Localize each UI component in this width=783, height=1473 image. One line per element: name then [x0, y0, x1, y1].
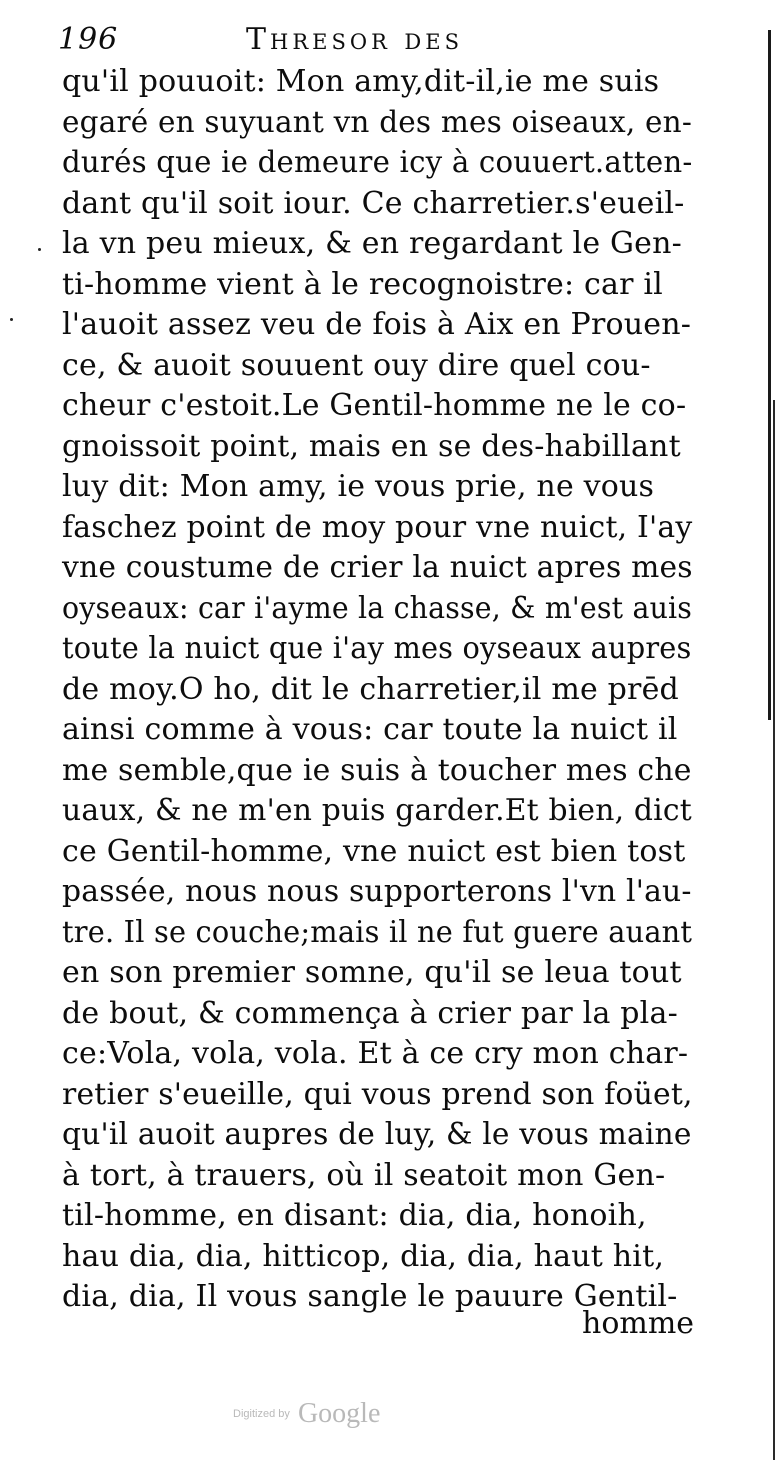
text-line: ainsi comme à vous: car toute la nuict il	[62, 712, 678, 747]
text-line: oyseaux: car i'ayme la chasse, & m'est auis	[62, 590, 693, 626]
running-title: Thresor des	[246, 22, 463, 57]
scan-speck	[10, 318, 13, 321]
text-line: dant qu'il soit iour. Ce charretier.s'eueil-	[62, 185, 685, 221]
text-line: tre. Il se couche;mais il ne fut guere auant	[62, 914, 693, 950]
watermark-brand: Google	[297, 1398, 381, 1429]
text-line: gnoissoit point, mais en se des-habillant	[62, 428, 681, 464]
text-line: faschez point de moy pour vne nuict, I'ay	[62, 509, 693, 545]
scan-edge-shadow	[768, 30, 771, 720]
text-line: qu'il auoit aupres de luy, & le vous maine	[62, 1117, 692, 1152]
text-line: me semble,que ie suis à toucher mes che	[62, 752, 692, 788]
page-number: 196	[58, 22, 119, 57]
text-line: retier s'eueille, qui vous prend son foüet,	[62, 1076, 693, 1112]
text-line: dia, dia, Il vous sangle le pauure Gentil-	[62, 1279, 678, 1314]
digitization-watermark	[233, 1398, 380, 1430]
text-line: l'auoit assez veu de fois à Aix en Prouen-	[62, 307, 692, 342]
catchword: homme	[582, 1306, 695, 1341]
text-line: à tort, à trauers, où il seatoit mon Gen-	[62, 1157, 666, 1193]
text-line: toute la nuict que i'ay mes oyseaux aupres	[62, 631, 692, 666]
text-line: ce, & auoit souuent ouy dire quel cou-	[62, 347, 651, 383]
text-line: til-homme, en disant: dia, dia, honoih,	[62, 1198, 647, 1233]
text-line: ce:Vola, vola, vola. Et à ce cry mon char-	[62, 1036, 689, 1071]
text-line: cheur c'estoit.Le Gentil-homme ne le co-	[62, 388, 687, 423]
text-line: ti-homme vient à le recognoistre: car il	[62, 266, 663, 302]
body-text	[62, 62, 692, 1318]
scan-edge-line	[773, 400, 775, 1460]
text-line: egaré en suyuant vn des mes oiseaux, en-	[62, 104, 693, 140]
text-line: vne coustume de crier la nuict apres mes	[62, 550, 693, 585]
text-line: de moy.O ho, dit le charretier,il me prēd	[62, 671, 679, 707]
text-line: de bout, & commença à crier par la pla-	[62, 995, 678, 1031]
scan-speck	[38, 248, 41, 251]
watermark-prefix: Digitized by	[233, 1408, 290, 1420]
text-line: ce Gentil-homme, vne nuict est bien tost	[62, 833, 686, 869]
text-line: luy dit: Mon amy, ie vous prie, ne vous	[62, 469, 655, 504]
text-line: la vn peu mieux, & en regardant le Gen-	[62, 226, 682, 261]
text-line: durés que ie demeure icy à couuert.atten-	[62, 145, 693, 180]
text-line: en son premier somne, qu'il se leua tout	[62, 955, 682, 990]
page-header	[58, 22, 538, 62]
text-line: qu'il pouuoit: Mon amy,dit-il,ie me suis	[62, 64, 660, 99]
text-line: hau dia, dia, hitticop, dia, dia, haut hit,	[62, 1238, 665, 1274]
text-line: passée, nous nous supporterons l'vn l'au-	[62, 874, 692, 909]
text-line: uaux, & ne m'en puis garder.Et bien, dict	[62, 793, 692, 828]
